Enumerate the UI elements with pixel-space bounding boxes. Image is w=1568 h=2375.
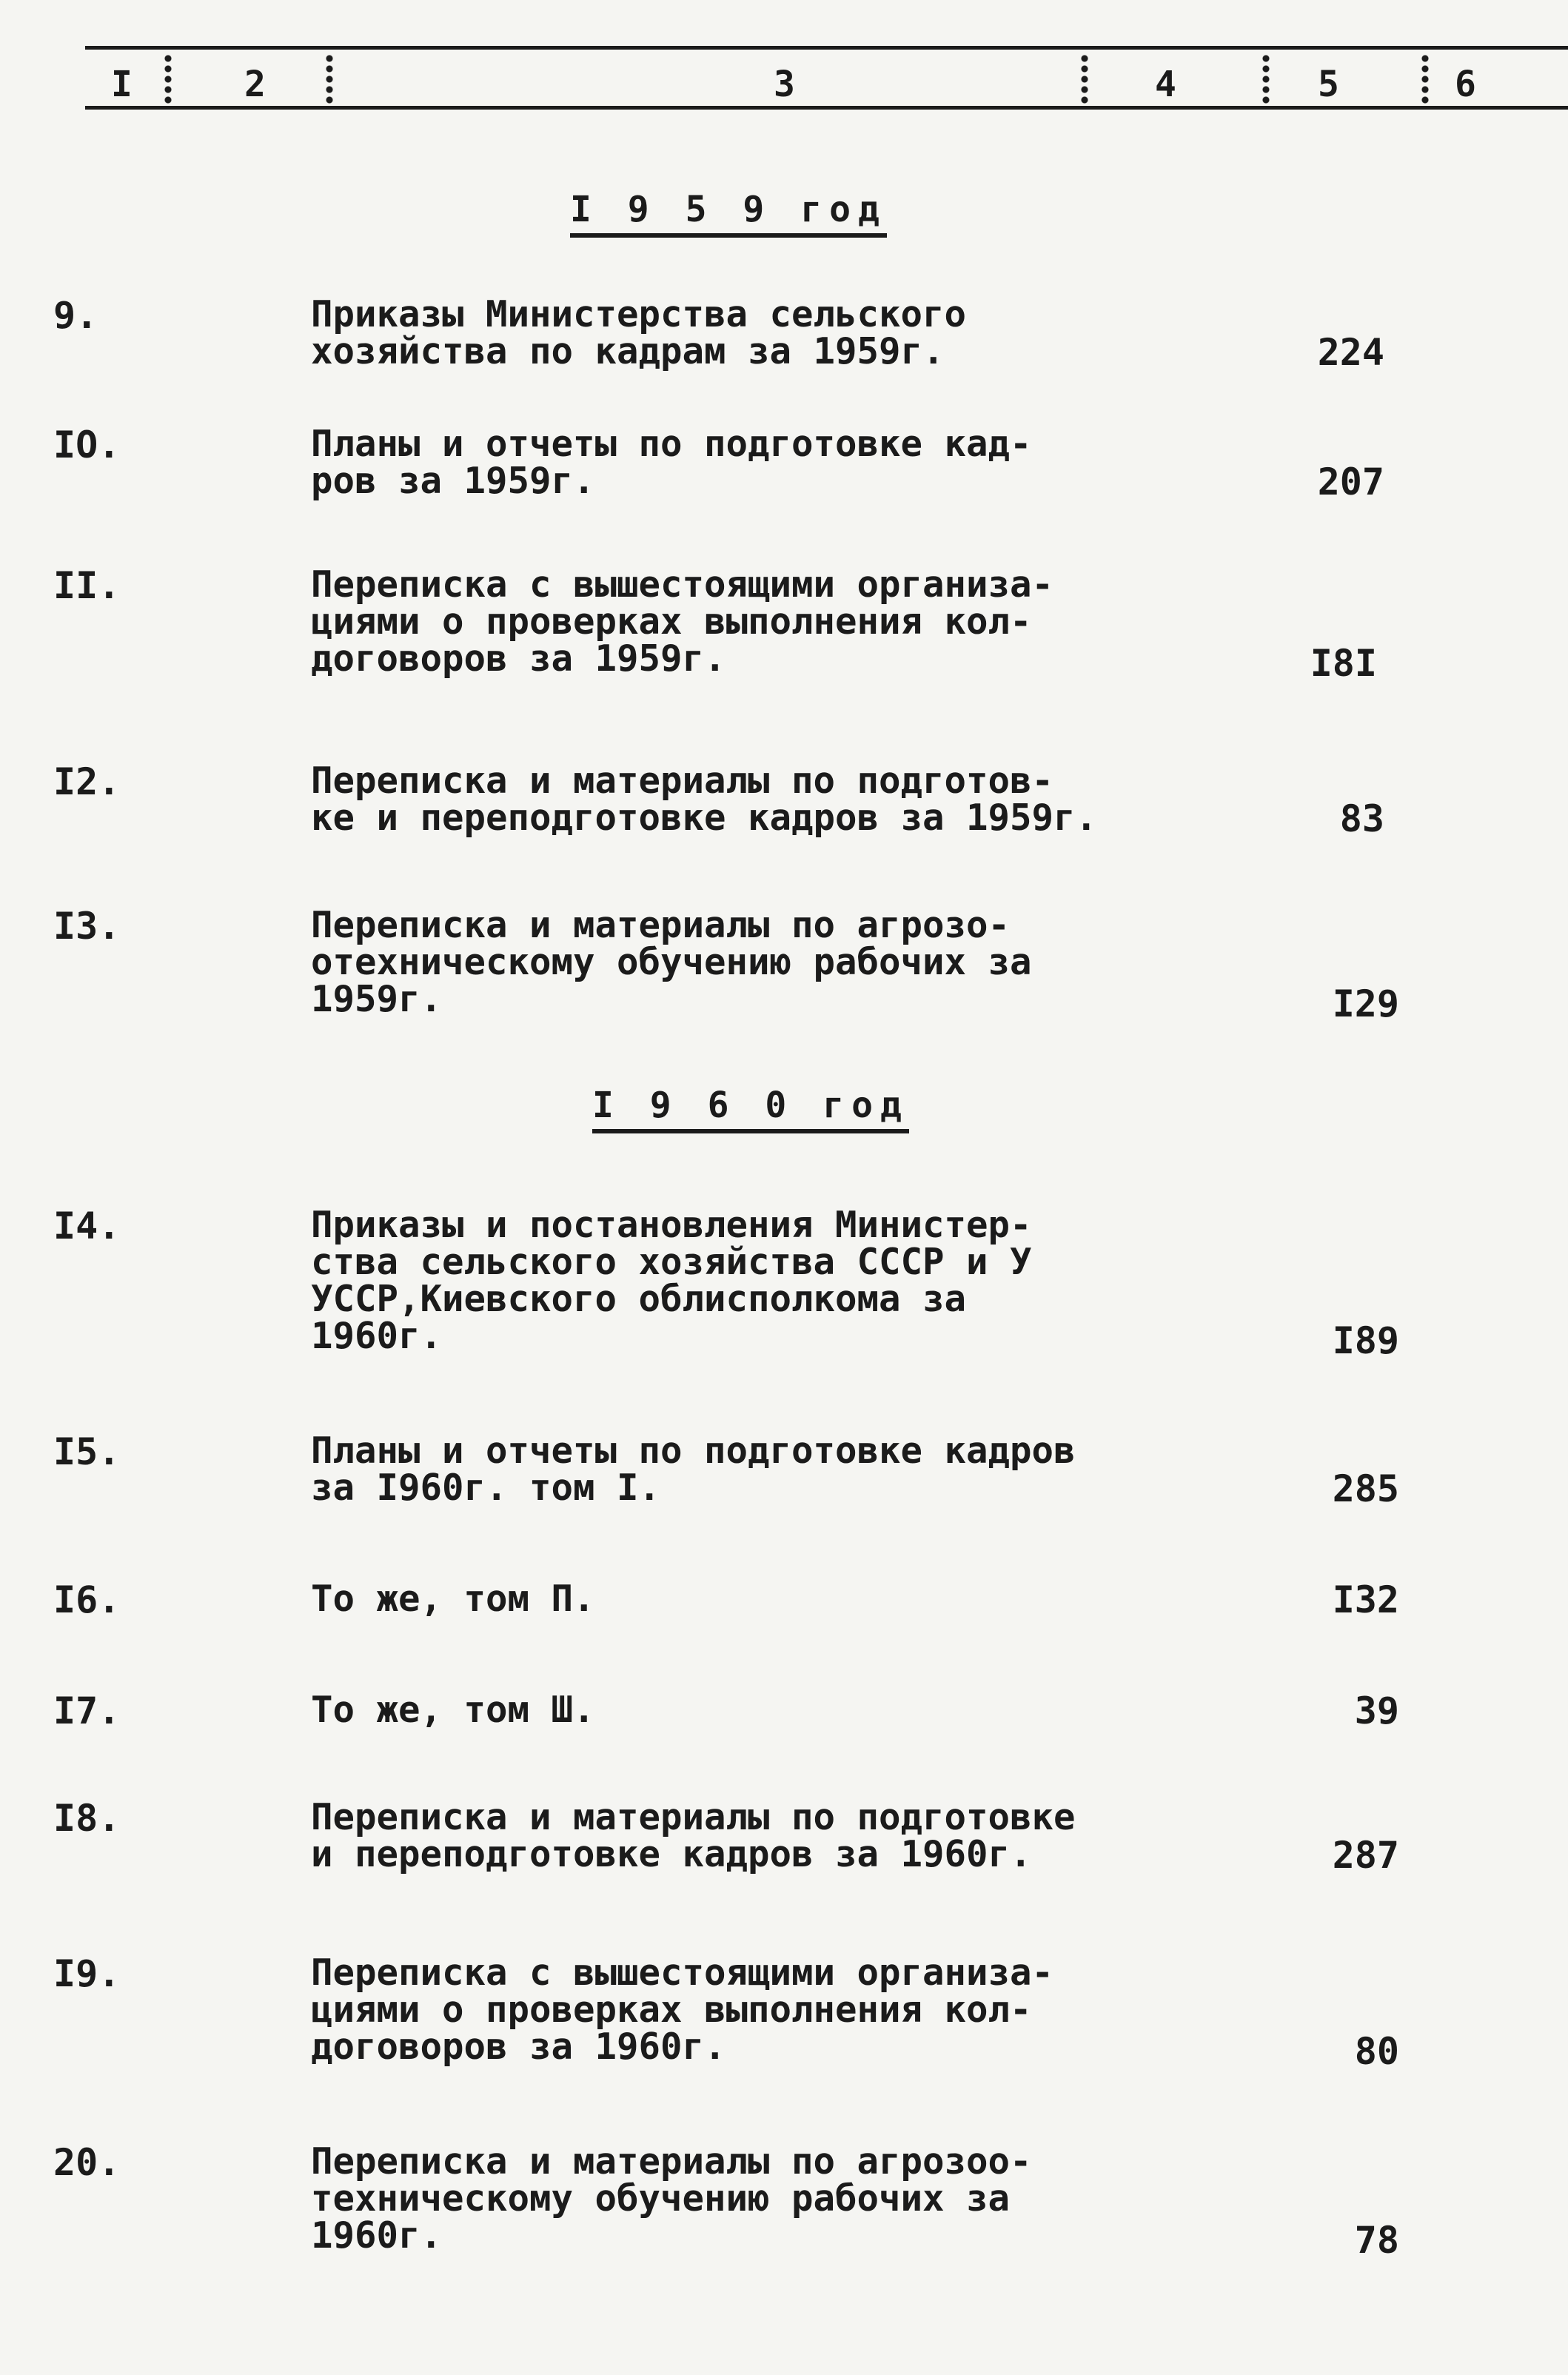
item-description: Переписка с вышестоящими организа- циями о проверках выполнения кол- договоров за 1959г. [311, 563, 1054, 680]
section-year-heading: I 9 5 9 год [570, 189, 887, 238]
column-separator [1262, 53, 1270, 104]
item-description: То же, том Ш. [311, 1689, 595, 1731]
item-number: I7. [53, 1689, 121, 1732]
item-description: Переписка и материалы по агрозо- отехническому обучению рабочих за 1959г. [311, 904, 1032, 1020]
item-number: I3. [53, 905, 121, 948]
item-page-count: 78 [1354, 2219, 1399, 2262]
column-header-5: 5 [1318, 64, 1339, 105]
item-page-count: I29 [1332, 982, 1399, 1025]
item-description: То же, том П. [311, 1578, 595, 1620]
column-separator [1081, 53, 1088, 104]
column-separator [1421, 53, 1429, 104]
item-number: II. [53, 564, 121, 607]
header-bottom-rule [85, 106, 1568, 110]
item-description: Планы и отчеты по подготовке кад- ров за 1959г. [311, 423, 1032, 502]
column-separator [164, 53, 172, 104]
item-description: Переписка и материалы по агрозоо- техническому обучению рабочих за 1960г. [311, 2140, 1032, 2257]
column-header-4: 4 [1155, 64, 1176, 105]
item-description: Переписка и материалы по подготовке и переподготовке кадров за 1960г. [311, 1796, 1076, 1875]
item-number: 9. [53, 294, 98, 337]
item-number: 20. [53, 2141, 121, 2184]
item-page-count: 207 [1317, 460, 1384, 503]
item-description: Приказы и постановления Министер- ства сельского хозяйства СССР и У УССР,Киевского облисполкома за 1960г. [311, 1204, 1032, 1357]
item-number: I6. [53, 1578, 121, 1621]
item-description: Приказы Министерства сельского хозяйства по кадрам за 1959г. [311, 293, 967, 372]
header-top-rule [85, 46, 1568, 50]
column-header-6: 6 [1455, 64, 1476, 105]
column-header-3: 3 [774, 64, 795, 105]
item-page-count: 285 [1332, 1467, 1399, 1510]
item-page-count: 80 [1354, 2030, 1399, 2073]
item-page-count: 224 [1317, 331, 1384, 374]
column-header-1: I [111, 64, 133, 105]
item-number: I9. [53, 1952, 121, 1995]
column-separator [326, 53, 333, 104]
item-page-count: 39 [1354, 1689, 1399, 1732]
item-number: I4. [53, 1205, 121, 1247]
item-page-count: I32 [1332, 1578, 1399, 1621]
column-header-2: 2 [244, 64, 266, 105]
section-year-heading: I 9 6 0 год [592, 1085, 909, 1133]
item-page-count: I8I [1310, 642, 1377, 685]
item-page-count: 287 [1332, 1834, 1399, 1877]
item-description: Переписка и материалы по подготов- ке и переподготовке кадров за 1959г. [311, 760, 1098, 839]
item-page-count: I89 [1332, 1319, 1399, 1362]
item-page-count: 83 [1339, 797, 1384, 840]
item-number: I8. [53, 1797, 121, 1840]
item-description: Планы и отчеты по подготовке кадров за I960г. том I. [311, 1430, 1076, 1509]
item-number: I5. [53, 1430, 121, 1473]
item-number: I2. [53, 760, 121, 803]
item-number: IO. [53, 423, 121, 466]
item-description: Переписка с вышестоящими организа- циями о проверках выполнения кол- договоров за 1960г. [311, 1952, 1054, 2068]
